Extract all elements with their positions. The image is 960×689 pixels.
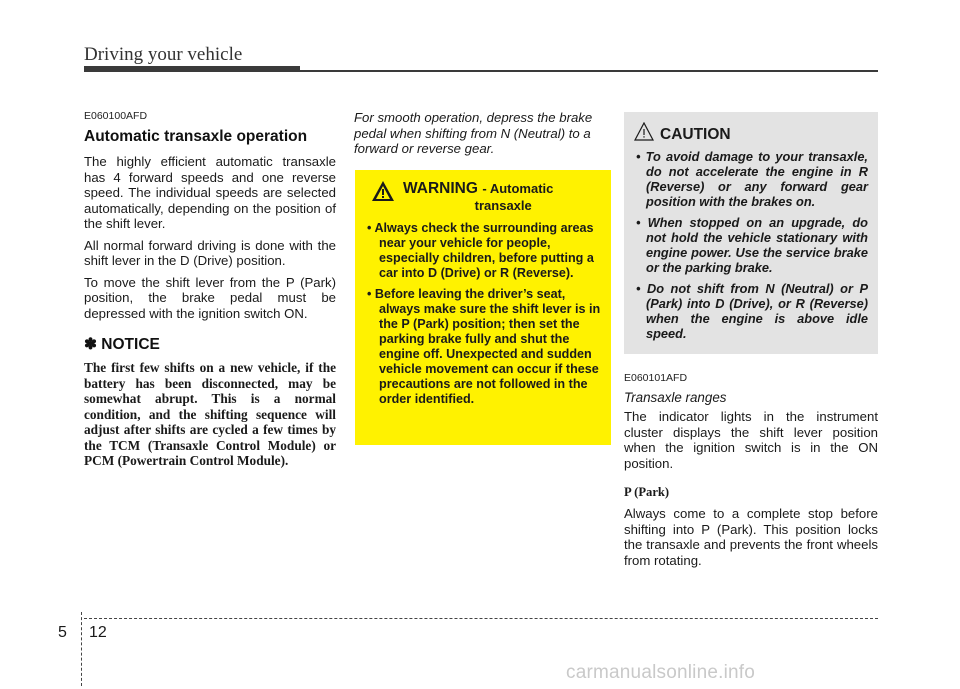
section-code: E060100AFD <box>84 110 148 122</box>
chapter-number: 5 <box>58 624 67 641</box>
footer-rule <box>84 618 878 619</box>
notice-title: ✽ NOTICE <box>84 336 160 353</box>
notice-body: The first few shifts on a new vehicle, if the battery has been disconnected, may be somewhat abrupt. This is a normal condition, and the shifting sequence will adjust after shifts are cycled a few times by the TCM (Transaxle Control Module) or PCM (Powertrain Control Module). <box>84 360 336 468</box>
paragraph: All normal forward driving is done with the shift lever in the D (Drive) position. <box>84 237 336 268</box>
caution-item: • Do not shift from N (Neutral) or P (Park) into D (Drive), or R (Reverse) when the engine is above idle speed. <box>636 281 868 341</box>
caution-triangle-icon <box>634 122 654 147</box>
warning-word: WARNING <box>403 180 478 197</box>
paragraph: To move the shift lever from the P (Park) position, the brake pedal must be depressed with the ignition switch ON. <box>84 274 336 321</box>
column-left <box>84 110 336 469</box>
warning-triangle-icon <box>371 180 397 207</box>
warning-item: • Always check the surrounding areas near your vehicle for people, especially children, before putting a car into D (Drive) or R (Reverse). <box>367 221 594 280</box>
footer-divider <box>81 612 82 686</box>
header-rule-thick <box>84 66 300 72</box>
caution-header <box>634 122 868 147</box>
warning-header <box>365 180 601 213</box>
caution-item: • When stopped on an upgrade, do not hold the vehicle stationary with engine power. Use the service brake or the parking brake. <box>636 215 868 275</box>
warning-item: • Before leaving the driver’s seat, always make sure the shift lever is in the P (Park) position; then set the parking brake fully and shut the engine off. Unexpected and sudden vehicle movement can occur if these precautions are not followed in the order identified. <box>367 287 601 406</box>
page-number: 12 <box>89 624 107 641</box>
warning-subtitle-2: transaxle <box>474 198 532 213</box>
paragraph: Always come to a complete stop before shifting into P (Park). This position locks the transaxle and prevents the front wheels from rotating. <box>624 506 878 568</box>
caution-box <box>624 112 878 354</box>
caution-item: • To avoid damage to your transaxle, do not accelerate the engine in R (Reverse) or any forward gear position with the brakes on. <box>636 149 868 209</box>
warning-list <box>365 221 601 407</box>
park-heading: P (Park) <box>624 485 670 499</box>
header-rule-thin <box>300 70 878 72</box>
section-heading: Transaxle ranges <box>624 390 727 405</box>
caution-list <box>634 149 868 341</box>
header-title: Driving your vehicle <box>84 44 243 65</box>
section-heading: Automatic transaxle operation <box>84 128 308 145</box>
section-code: E060101AFD <box>624 372 688 384</box>
paragraph: The highly efficient automatic transaxle has 4 forward speeds and one reverse speed. The individual speeds are selected automatically, depending on the position of the shift lever. <box>84 154 336 231</box>
shift-note: For smooth operation, depress the brake pedal when shifting from N (Neutral) to a forward or reverse gear. <box>354 110 593 156</box>
column-right-text <box>624 372 878 574</box>
warning-box <box>355 170 611 445</box>
paragraph: The indicator lights in the instrument cluster displays the shift lever position when the ignition switch is in the ON position. <box>624 409 878 471</box>
warning-subtitle: - Automatic <box>482 181 554 196</box>
column-middle <box>354 110 610 157</box>
caution-word: CAUTION <box>660 125 731 143</box>
watermark: carmanualsonline.info <box>566 662 756 683</box>
